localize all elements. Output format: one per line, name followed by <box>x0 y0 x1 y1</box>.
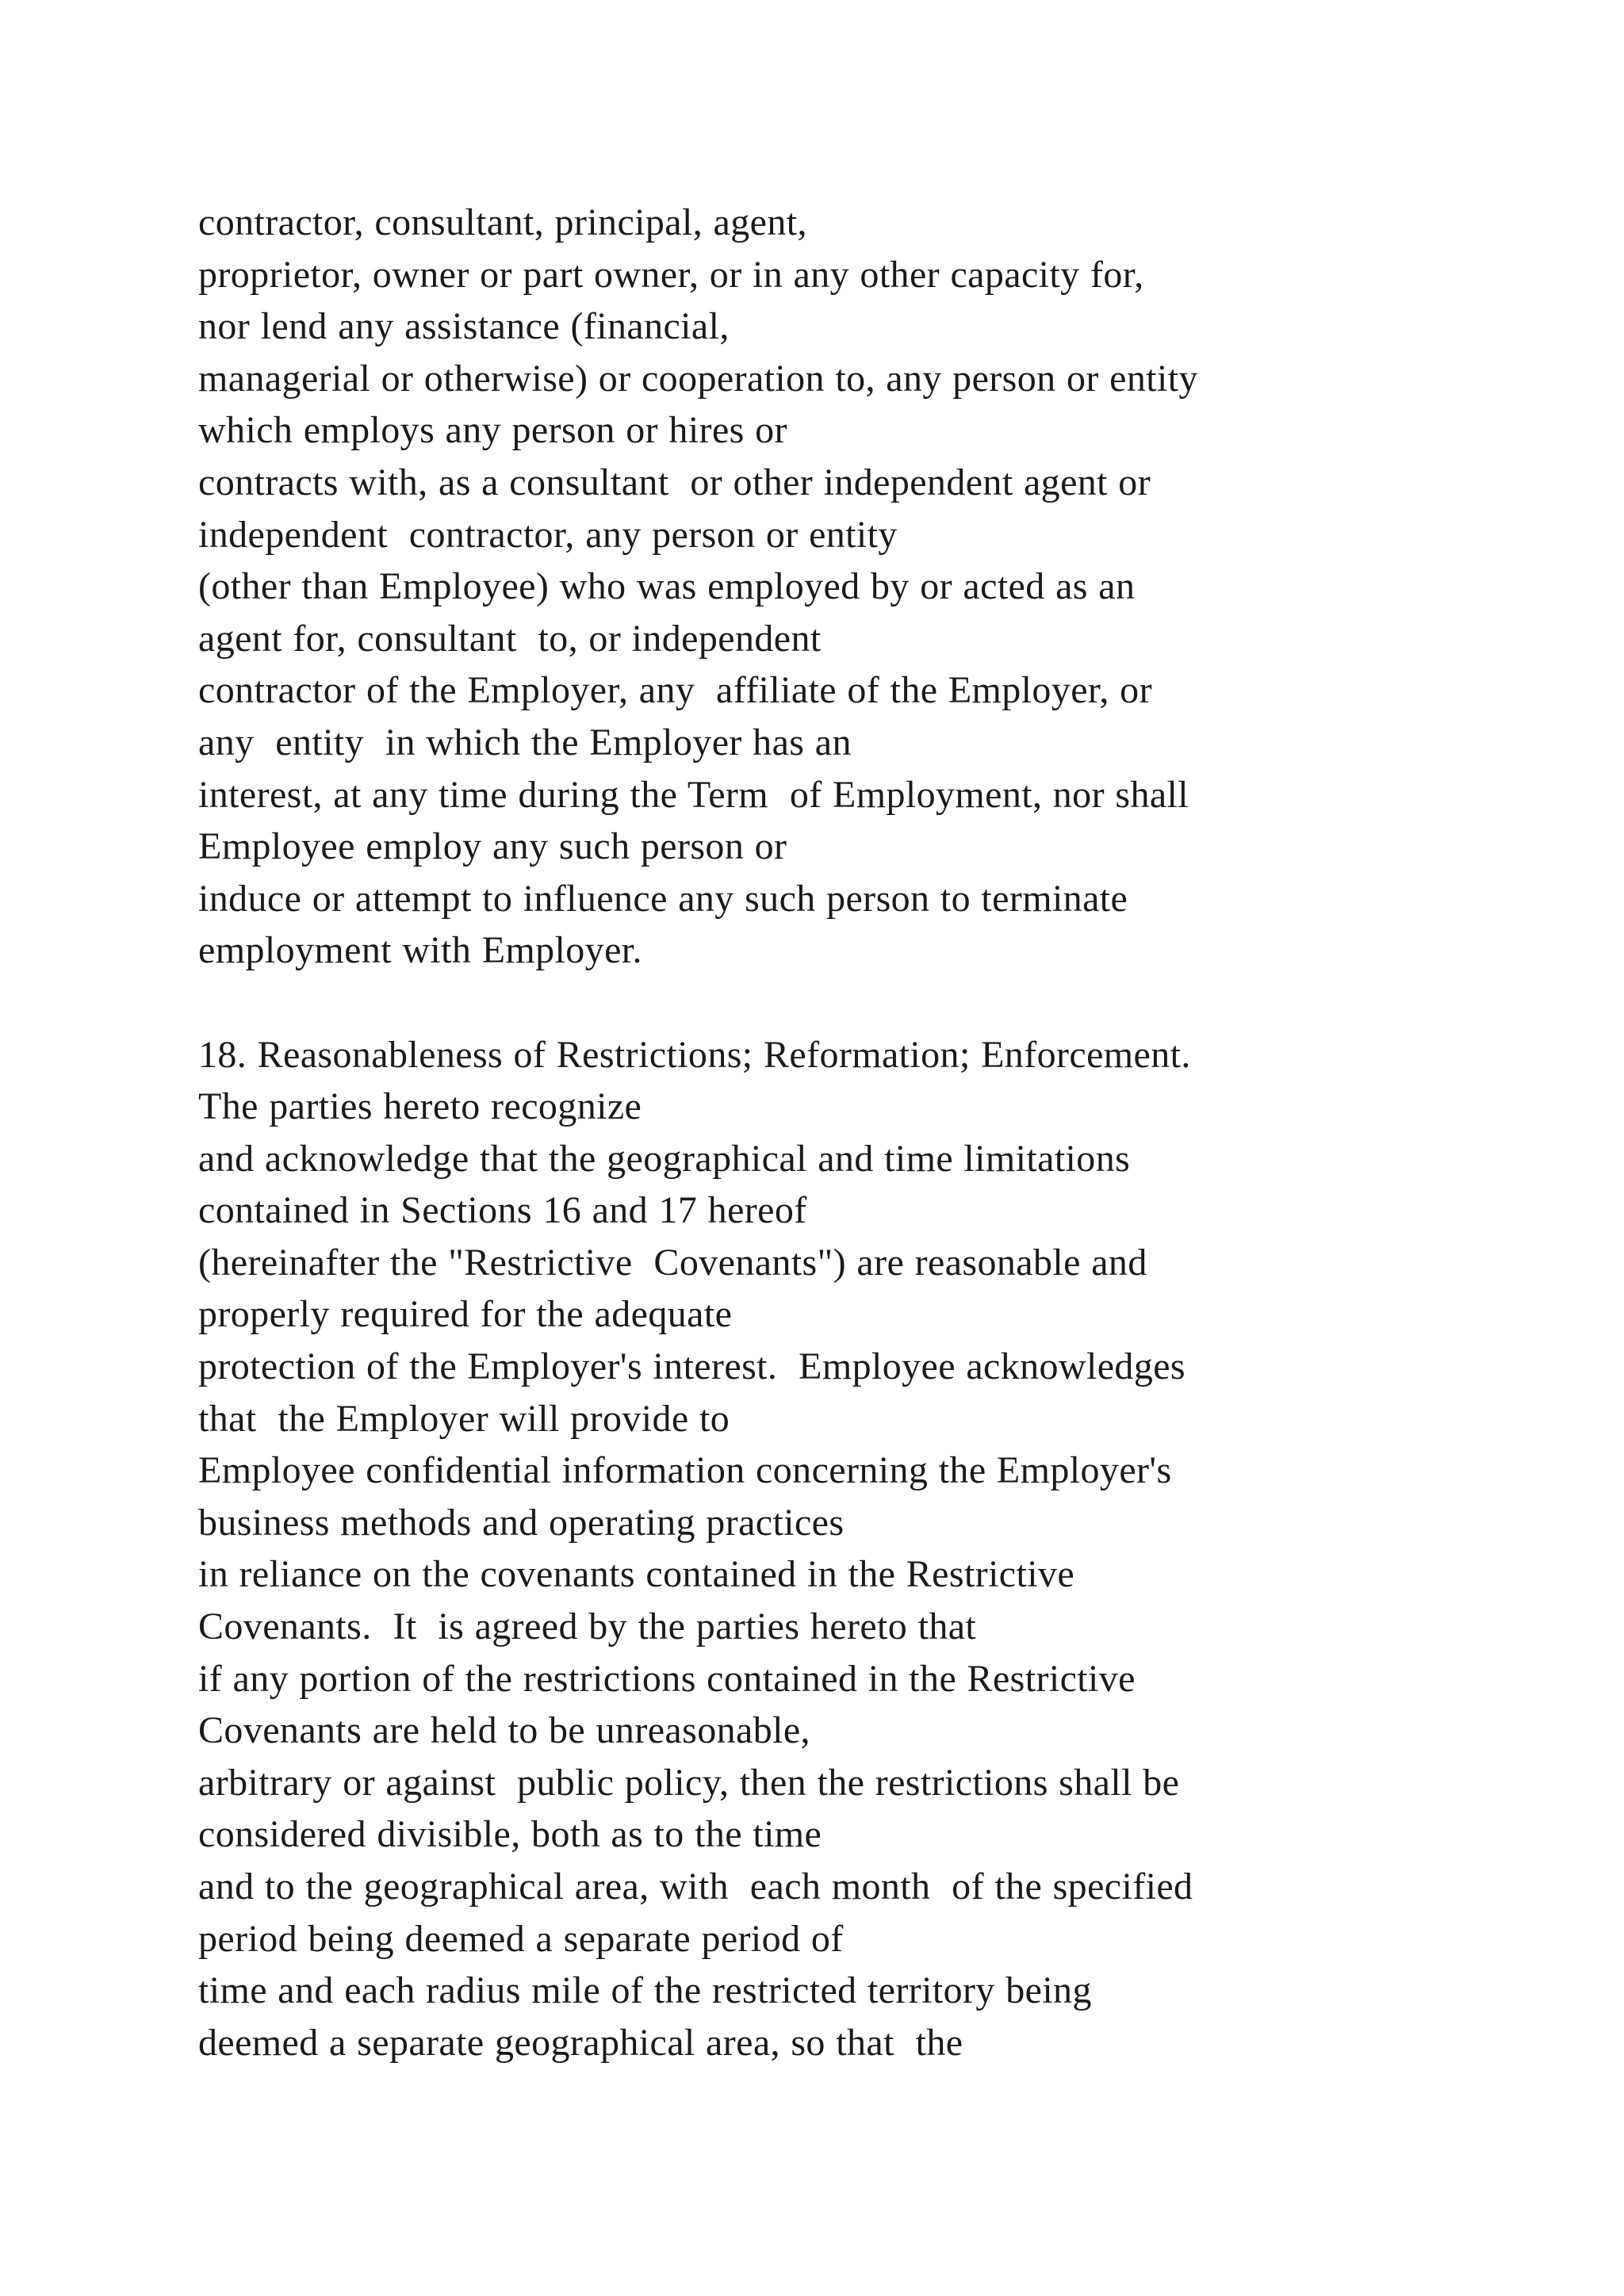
text-line: employment with Employer. <box>198 929 642 972</box>
text-line: The parties hereto recognize <box>198 1085 642 1128</box>
text-line: considered divisible, both as to the time <box>198 1813 822 1856</box>
text-line: Employee confidential information concerning the Employer's <box>198 1449 1172 1492</box>
text-line: and acknowledge that the geographical and time limitations <box>198 1137 1131 1180</box>
section-heading: 18. Reasonableness of Restrictions; Reformation; Enforcement. <box>198 1033 1191 1076</box>
text-line: induce or attempt to influence any such person to terminate <box>198 877 1128 920</box>
document-body <box>198 197 1618 2068</box>
text-line: agent for, consultant to, or independent <box>198 617 822 660</box>
text-line: deemed a separate geographical area, so that the <box>198 2021 963 2064</box>
text-line: properly required for the adequate <box>198 1293 733 1336</box>
text-line: business methods and operating practices <box>198 1501 845 1544</box>
text-line: period being deemed a separate period of <box>198 1917 844 1960</box>
text-line: managerial or otherwise) or cooperation to, any person or entity <box>198 357 1198 400</box>
text-line: proprietor, owner or part owner, or in any other capacity for, <box>198 253 1144 296</box>
text-line: that the Employer will provide to <box>198 1397 730 1440</box>
text-line: (hereinafter the "Restrictive Covenants") are reasonable and <box>198 1241 1147 1284</box>
text-line: arbitrary or against public policy, then the restrictions shall be <box>198 1761 1180 1804</box>
text-line: Covenants are held to be unreasonable, <box>198 1709 810 1752</box>
text-line: any entity in which the Employer has an <box>198 721 852 763</box>
paragraph-break <box>198 977 1618 1029</box>
text-line: in reliance on the covenants contained in the Restrictive <box>198 1553 1075 1596</box>
text-line: which employs any person or hires or <box>198 409 787 452</box>
text-line: independent contractor, any person or entity <box>198 513 898 556</box>
text-line: Employee employ any such person or <box>198 825 787 868</box>
text-line: Covenants. It is agreed by the parties hereto that <box>198 1605 977 1648</box>
text-line: and to the geographical area, with each month of the specified <box>198 1866 1193 1908</box>
text-line: interest, at any time during the Term of Employment, nor shall <box>198 773 1189 816</box>
text-line: time and each radius mile of the restricted territory being <box>198 1969 1092 2012</box>
text-line: contracts with, as a consultant or other independent agent or <box>198 461 1151 503</box>
text-line: nor lend any assistance (financial, <box>198 305 730 348</box>
text-line: if any portion of the restrictions contained in the Restrictive <box>198 1657 1136 1700</box>
text-line: contractor, consultant, principal, agent, <box>198 201 807 243</box>
text-line: contained in Sections 16 and 17 hereof <box>198 1189 807 1232</box>
text-line: protection of the Employer's interest. Employee acknowledges <box>198 1345 1186 1388</box>
text-line: contractor of the Employer, any affiliate of the Employer, or <box>198 669 1152 712</box>
text-line: (other than Employee) who was employed by or acted as an <box>198 565 1136 608</box>
